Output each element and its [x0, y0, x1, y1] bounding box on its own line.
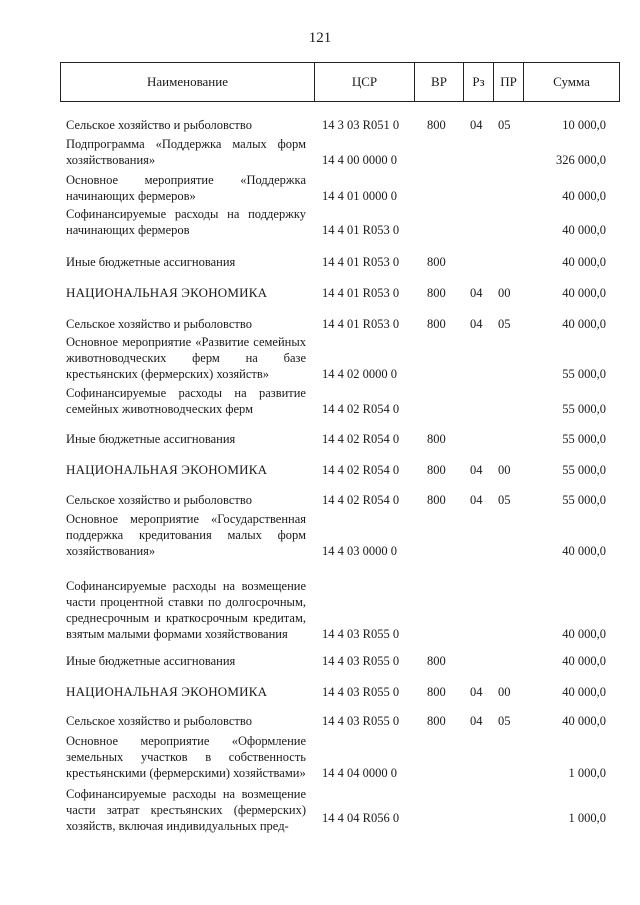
table-row: [0, 172, 640, 204]
row-sum: 55 000,0: [562, 493, 606, 507]
row-sum: 40 000,0: [562, 317, 606, 331]
table-row: [0, 733, 640, 781]
row-csr: 14 4 04 R056 0: [322, 811, 400, 825]
header-pr: ПР: [494, 63, 524, 101]
row-csr: 14 4 02 R054 0: [322, 463, 400, 477]
row-csr: 14 4 01 R053 0: [322, 317, 400, 331]
table-header: [60, 62, 620, 102]
table-row: [0, 117, 640, 133]
table-row: [0, 385, 640, 417]
row-csr: 14 4 01 R053 0: [322, 255, 400, 269]
row-sum: 55 000,0: [562, 402, 606, 416]
row-sum: 40 000,0: [562, 627, 606, 641]
row-csr: 14 4 02 0000 0: [322, 367, 397, 381]
row-name: Сельское хозяйство и рыболовство: [66, 714, 252, 728]
row-sum: 1 000,0: [568, 766, 606, 780]
header-csr: ЦСР: [315, 63, 415, 101]
row-vr: 800: [427, 317, 446, 331]
row-name: Иные бюджетные ассигнования: [66, 654, 236, 668]
table-row: [0, 562, 640, 642]
row-vr: 800: [427, 286, 446, 300]
row-rz: 04: [470, 714, 483, 728]
table-row: [0, 431, 640, 447]
row-sum: 40 000,0: [562, 189, 606, 203]
row-name: Основное мероприятие «Развитие семейных животноводческих ферм на базе крестьянских (фермерских) хозяйств»: [66, 335, 306, 381]
row-name: Сельское хозяйство и рыболовство: [66, 493, 252, 507]
row-rz: 04: [470, 685, 483, 699]
header-name: Наименование: [61, 63, 315, 101]
row-vr: 800: [427, 255, 446, 269]
header-vr: ВР: [415, 63, 464, 101]
row-csr: 14 4 03 R055 0: [322, 685, 400, 699]
row-vr: 800: [427, 432, 446, 446]
row-csr: 14 4 03 0000 0: [322, 544, 397, 558]
row-csr: 14 4 02 R054 0: [322, 402, 400, 416]
row-sum: 40 000,0: [562, 685, 606, 699]
row-pr: 05: [498, 493, 511, 507]
row-name: НАЦИОНАЛЬНАЯ ЭКОНОМИКА: [66, 285, 268, 300]
row-csr: 14 4 01 R053 0: [322, 286, 400, 300]
row-name: Софинансируемые расходы на возмещение части процентной ставки по долгосрочным, среднесрочным и краткосрочным кредитам, взятым малыми формами хозяйствования: [66, 579, 306, 641]
row-name: НАЦИОНАЛЬНАЯ ЭКОНОМИКА: [66, 684, 268, 699]
page-number: 121: [308, 30, 332, 46]
row-rz: 04: [470, 286, 483, 300]
table-row: [0, 786, 640, 834]
table-row: [0, 316, 640, 332]
row-vr: 800: [427, 714, 446, 728]
table-row: [0, 334, 640, 382]
row-name: Иные бюджетные ассигнования: [66, 255, 236, 269]
row-name: Основное мероприятие «Оформление земельных участков в собственность крестьянскими (фермерскими) хозяйствами»: [66, 734, 306, 780]
row-csr: 14 4 03 R055 0: [322, 654, 400, 668]
row-name: Основное мероприятие «Поддержка начинающих фермеров»: [66, 173, 306, 203]
row-pr: 05: [498, 118, 511, 132]
table-row: [0, 713, 640, 729]
row-name: Сельское хозяйство и рыболовство: [66, 118, 252, 132]
row-rz: 04: [470, 463, 483, 477]
row-csr: 14 4 01 0000 0: [322, 189, 397, 203]
table-row: [0, 511, 640, 559]
row-name: Софинансируемые расходы на поддержку начинающих фермеров: [66, 207, 306, 237]
row-sum: 1 000,0: [568, 811, 606, 825]
row-csr: 14 4 03 R055 0: [322, 627, 400, 641]
row-sum: 326 000,0: [556, 153, 606, 167]
table-row: [0, 136, 640, 168]
table-row: [0, 254, 640, 270]
row-csr: 14 4 01 R053 0: [322, 223, 400, 237]
row-csr: 14 4 03 R055 0: [322, 714, 400, 728]
table-row: [0, 206, 640, 238]
row-vr: 800: [427, 654, 446, 668]
header-sum: Сумма: [553, 74, 590, 89]
row-sum: 40 000,0: [562, 714, 606, 728]
row-name: Софинансируемые расходы на развитие семейных животноводческих ферм: [66, 386, 306, 416]
row-csr: 14 4 04 0000 0: [322, 766, 397, 780]
row-sum: 55 000,0: [562, 432, 606, 446]
row-vr: 800: [427, 685, 446, 699]
row-csr: 14 4 02 R054 0: [322, 432, 400, 446]
row-sum: 40 000,0: [562, 286, 606, 300]
row-name: Основное мероприятие «Государственная поддержка кредитования малых форм хозяйствования»: [66, 512, 306, 558]
row-sum: 55 000,0: [562, 463, 606, 477]
row-sum: 40 000,0: [562, 223, 606, 237]
row-vr: 800: [427, 463, 446, 477]
row-name: Софинансируемые расходы на возмещение части затрат крестьянских (фермерских) хозяйств, включая индивидуальных пред-: [66, 787, 306, 833]
table-row: [0, 492, 640, 508]
row-name: Подпрограмма «Поддержка малых форм хозяйствования»: [66, 137, 306, 167]
row-name: Сельское хозяйство и рыболовство: [66, 317, 252, 331]
row-sum: 40 000,0: [562, 255, 606, 269]
table-row: [0, 684, 640, 700]
row-pr: 05: [498, 317, 511, 331]
row-csr: 14 3 03 R051 0: [322, 118, 400, 132]
row-vr: 800: [427, 493, 446, 507]
table-row: [0, 285, 640, 301]
row-vr: 800: [427, 118, 446, 132]
row-name: Иные бюджетные ассигнования: [66, 432, 236, 446]
row-pr: 00: [498, 463, 511, 477]
row-csr: 14 4 00 0000 0: [322, 153, 397, 167]
row-pr: 05: [498, 714, 511, 728]
table-row: [0, 462, 640, 478]
row-sum: 10 000,0: [562, 118, 606, 132]
header-rz: Рз: [464, 63, 494, 101]
row-pr: 00: [498, 685, 511, 699]
row-rz: 04: [470, 493, 483, 507]
row-rz: 04: [470, 317, 483, 331]
row-sum: 55 000,0: [562, 367, 606, 381]
row-sum: 40 000,0: [562, 654, 606, 668]
row-csr: 14 4 02 R054 0: [322, 493, 400, 507]
table-row: [0, 653, 640, 669]
row-rz: 04: [470, 118, 483, 132]
row-sum: 40 000,0: [562, 544, 606, 558]
row-name: НАЦИОНАЛЬНАЯ ЭКОНОМИКА: [66, 462, 268, 477]
row-pr: 00: [498, 286, 511, 300]
